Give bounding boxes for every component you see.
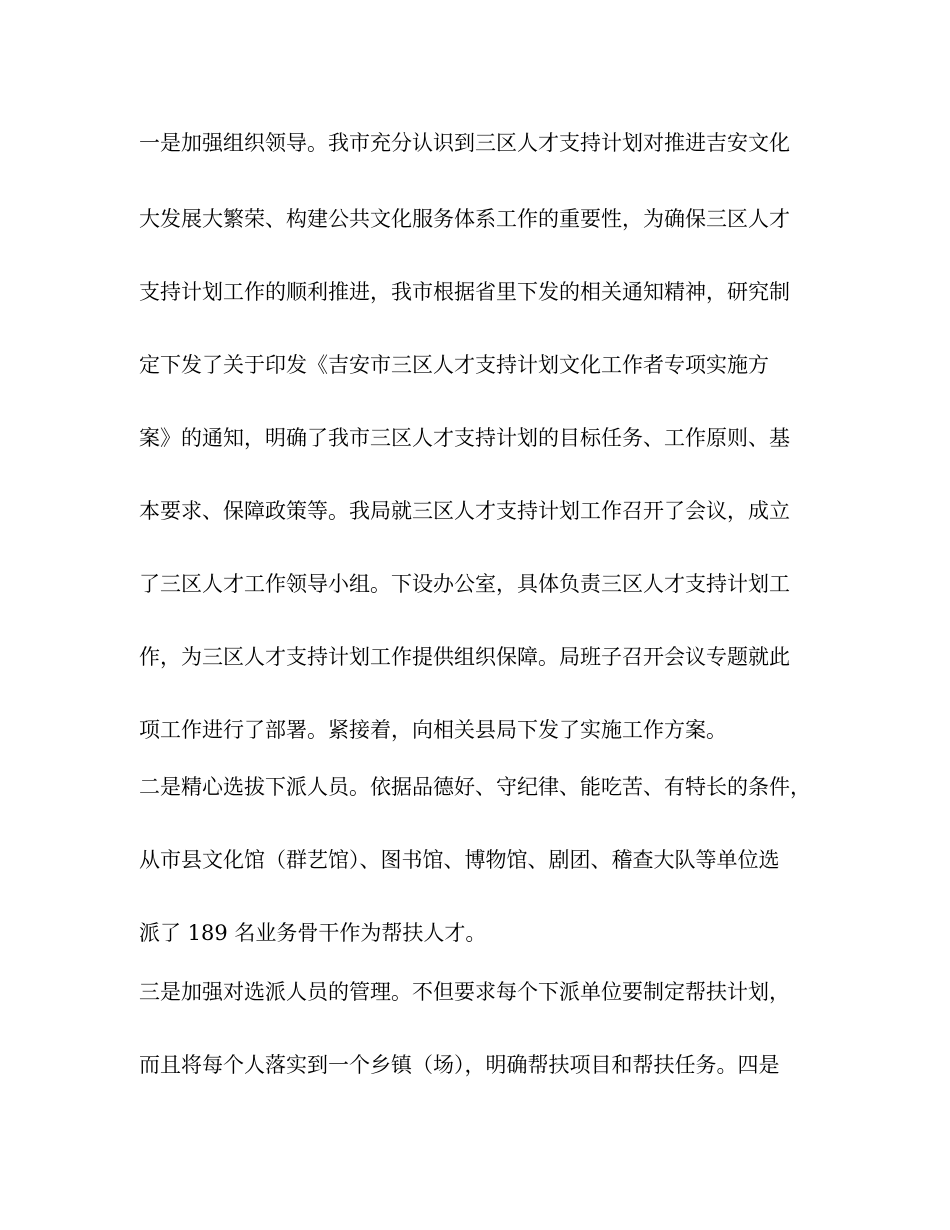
text-line-3: 支持计划工作的顺利推进，我市根据省里下发的相关通知精神，研究制 <box>139 280 790 304</box>
text-line-10: 二是精心选拔下派人员。依据品德好、守纪律、能吃苦、有特长的条件， <box>139 775 811 799</box>
text-line-4: 定下发了关于印发《吉安市三区人才支持计划文化工作者专项实施方 <box>139 353 769 377</box>
text-line-11: 从市县文化馆（群艺馆）、图书馆、博物馆、剧团、稽查大队等单位选 <box>139 848 780 872</box>
text-line-2: 大发展大繁荣、构建公共文化服务体系工作的重要性，为确保三区人才 <box>139 207 790 231</box>
text-line-13: 三是加强对选派人员的管理。不但要求每个下派单位要制定帮扶计划， <box>139 980 790 1004</box>
text-line-8: 作，为三区人才支持计划工作提供组织保障。局班子召开会议专题就此 <box>139 645 790 669</box>
text-line-1: 一是加强组织领导。我市充分认识到三区人才支持计划对推进吉安文化 <box>139 131 790 155</box>
text-line-12: 派了 189 名业务骨干作为帮扶人才。 <box>139 921 487 945</box>
text-line-6: 本要求、保障政策等。我局就三区人才支持计划工作召开了会议，成立 <box>139 499 790 523</box>
text-line-14: 而且将每个人落实到一个乡镇（场），明确帮扶项目和帮扶任务。四是 <box>139 1053 780 1077</box>
text-line-9: 项工作进行了部署。紧接着，向相关县局下发了实施工作方案。 <box>139 718 727 742</box>
text-line-7: 了三区人才工作领导小组。下设办公室，具体负责三区人才支持计划工 <box>139 572 790 596</box>
text-line-5: 案》的通知，明确了我市三区人才支持计划的目标任务、工作原则、基 <box>139 426 790 450</box>
